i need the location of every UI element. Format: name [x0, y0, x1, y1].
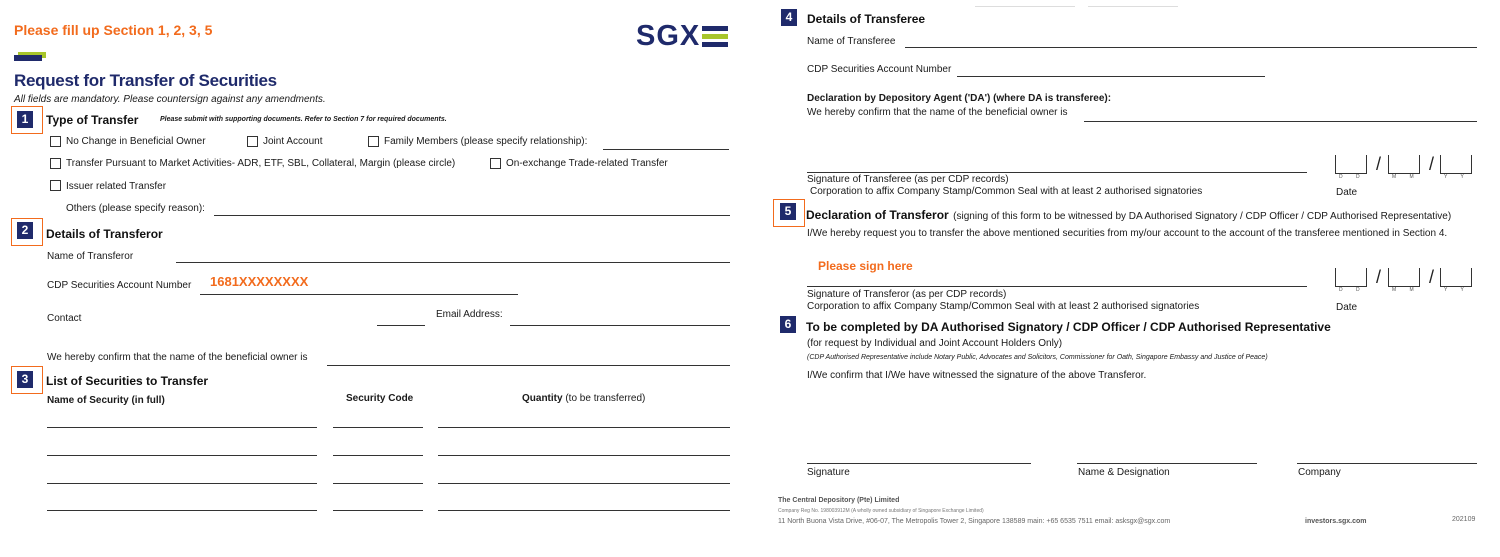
date-separator: / [1429, 154, 1435, 174]
column-quantity [522, 393, 645, 404]
label-witness-signature: Signature [807, 467, 850, 478]
checkbox-joint-account[interactable] [247, 136, 258, 147]
sign-here-label: Please sign here [818, 259, 913, 273]
checkbox-family-members[interactable] [368, 136, 379, 147]
date-month-hint: M M [1392, 174, 1420, 180]
section-6-witness: I/We confirm that I/We have witnessed the signature of the above Transferor. [807, 370, 1147, 381]
page-subtitle: All fields are mandatory. Please countersign against any amendments. [14, 94, 326, 105]
contact-field[interactable] [377, 325, 425, 326]
label-transferee-cdp: CDP Securities Account Number [807, 64, 952, 75]
section-6-sub: (for request by Individual and Joint Account Holders Only) [807, 338, 1063, 349]
instruction-text: Please fill up Section 1, 2, 3, 5 [14, 22, 213, 38]
date-year-box[interactable] [1440, 268, 1472, 287]
label-witness-company: Company [1298, 467, 1341, 478]
transferee-signature-field[interactable] [807, 172, 1307, 173]
label-transferor-signature: Signature of Transferor (as per CDP records) [807, 289, 1007, 300]
section-3-number: 3 [17, 371, 33, 388]
label-issuer-related: Issuer related Transfer [66, 181, 167, 192]
label-witness-name: Name & Designation [1078, 467, 1170, 478]
security-quantity-field[interactable] [438, 427, 730, 428]
logo-bar [702, 42, 728, 47]
label-transferor-cdp: CDP Securities Account Number [47, 280, 192, 291]
security-quantity-field[interactable] [438, 483, 730, 484]
transferor-cdp-field[interactable] [200, 294, 518, 295]
label-contact: Contact [47, 313, 82, 324]
date-month-box[interactable] [1388, 268, 1420, 287]
section-3-heading: List of Securities to Transfer [46, 374, 209, 388]
label-transferor-name: Name of Transferor [47, 251, 134, 262]
security-name-field[interactable] [47, 427, 317, 428]
date-year-box[interactable] [1440, 155, 1472, 174]
date-day-box[interactable] [1335, 268, 1367, 287]
security-code-field[interactable] [333, 510, 423, 511]
date-separator: / [1376, 267, 1382, 287]
footer-reg: Company Reg No. 198003912M (A wholly owned subsidiary of Singapore Exchange Limited) [778, 508, 984, 514]
label-email: Email Address: [436, 309, 503, 320]
section-1-note: Please submit with supporting documents. Refer to Section 7 for required documents. [160, 116, 447, 123]
family-relationship-field[interactable] [603, 149, 729, 150]
checkbox-market-activities[interactable] [50, 158, 61, 169]
date-year-hint: Y Y [1444, 287, 1470, 293]
da-declaration-heading: Declaration by Depository Agent ('DA') (where DA is transferee): [807, 93, 1112, 104]
title-decoration [14, 52, 48, 66]
label-transferee-name: Name of Transferee [807, 36, 896, 47]
security-name-field[interactable] [47, 483, 317, 484]
date-separator: / [1429, 267, 1435, 287]
section-6-number: 6 [780, 316, 796, 333]
checkbox-on-exchange[interactable] [490, 158, 501, 169]
column-security-code: Security Code [346, 393, 414, 404]
da-beneficial-owner-field[interactable] [1084, 121, 1477, 122]
section-2-number: 2 [17, 222, 33, 239]
date-year-hint: Y Y [1444, 174, 1470, 180]
label-transferee-signature: Signature of Transferee (as per CDP records) [807, 174, 1009, 185]
transferor-name-field[interactable] [176, 262, 730, 263]
label-market-activities: Transfer Pursuant to Market Activities- ADR, ETF, SBL, Collateral, Margin (please circle) [66, 158, 456, 169]
footer-form-code: 202109 [1452, 516, 1476, 523]
security-name-field[interactable] [47, 510, 317, 511]
date-month-hint: M M [1392, 287, 1420, 293]
label-beneficial-owner: We hereby confirm that the name of the beneficial owner is [47, 352, 308, 363]
transferor-cdp-value[interactable]: 1681XXXXXXXX [210, 274, 309, 289]
logo-bar [702, 34, 728, 39]
date-day-hint: D D [1339, 287, 1366, 293]
transferor-corp-note: Corporation to affix Company Stamp/Common Seal with at least 2 authorised signatories [807, 301, 1200, 312]
witness-company-field[interactable] [1297, 463, 1477, 464]
label-family-members: Family Members (please specify relationship): [384, 136, 588, 147]
section-1-heading: Type of Transfer [46, 113, 139, 127]
sgx-logo-text: SGX [636, 20, 701, 52]
transferor-signature-field[interactable] [807, 286, 1307, 287]
section-6-note: (CDP Authorised Representative include Notary Public, Advocates and Solicitors, Commissioner for Oath, Singapore Embassy and Justice of Peace) [807, 354, 1268, 361]
label-on-exchange: On-exchange Trade-related Transfer [506, 158, 668, 169]
divider [1088, 6, 1178, 7]
section-4-heading: Details of Transferee [807, 12, 926, 26]
section-5-header [806, 206, 1451, 224]
section-5-heading: Declaration of Transferor [806, 208, 949, 222]
witness-signature-field[interactable] [807, 463, 1031, 464]
section-6-heading: To be completed by DA Authorised Signatory / CDP Officer / CDP Authorised Representative [806, 320, 1331, 334]
beneficial-owner-field[interactable] [327, 365, 730, 366]
section-5-heading-note: (signing of this form to be witnessed by DA Authorised Signatory / CDP Officer / CDP Authorised Representative) [953, 211, 1452, 222]
section-1-number: 1 [17, 111, 33, 128]
security-name-field[interactable] [47, 455, 317, 456]
date-separator: / [1376, 154, 1382, 174]
label-transferee-date: Date [1336, 187, 1358, 198]
page-title: Request for Transfer of Securities [14, 71, 277, 90]
section-5-number: 5 [780, 203, 796, 220]
section-5-request: I/We hereby request you to transfer the above mentioned securities from my/our account to the account of the transferee mentioned in Section 4. [807, 228, 1448, 239]
divider [975, 6, 1075, 7]
label-no-change: No Change in Beneficial Owner [66, 136, 206, 147]
footer-address: 11 North Buona Vista Drive, #06-07, The Metropolis Tower 2, Singapore 138589 main: +65 6535 7511 email: asksgx@sgx.com [778, 518, 1171, 525]
security-code-field[interactable] [333, 455, 423, 456]
section-2-heading: Details of Transferor [46, 227, 163, 241]
transferee-cdp-field[interactable] [957, 76, 1265, 77]
security-code-field[interactable] [333, 427, 423, 428]
sgx-logo [636, 20, 732, 54]
section-4-number: 4 [781, 9, 797, 26]
email-field[interactable] [510, 325, 730, 326]
date-month-box[interactable] [1388, 155, 1420, 174]
security-quantity-field[interactable] [438, 455, 730, 456]
date-day-hint: D D [1339, 174, 1366, 180]
footer-website-link[interactable]: investors.sgx.com [1305, 518, 1367, 525]
witness-name-field[interactable] [1077, 463, 1257, 464]
label-da-beneficial-owner: We hereby confirm that the name of the beneficial owner is [807, 107, 1068, 118]
transferee-name-field[interactable] [905, 47, 1477, 48]
column-quantity-note: (to be transferred) [565, 393, 646, 404]
column-security-name: Name of Security (in full) [47, 395, 165, 406]
column-quantity-label: Quantity [522, 393, 563, 404]
checkbox-no-change[interactable] [50, 136, 61, 147]
date-day-box[interactable] [1335, 155, 1367, 174]
label-joint-account: Joint Account [263, 136, 323, 147]
checkbox-issuer-related[interactable] [50, 180, 61, 191]
transferee-corp-note: Corporation to affix Company Stamp/Common Seal with at least 2 authorised signatories [810, 186, 1203, 197]
logo-bar [702, 26, 728, 31]
label-transferor-date: Date [1336, 302, 1358, 313]
footer-company: The Central Depository (Pte) Limited [778, 497, 900, 504]
label-others: Others (please specify reason): [66, 203, 205, 214]
security-quantity-field[interactable] [438, 510, 730, 511]
others-reason-field[interactable] [214, 215, 730, 216]
security-code-field[interactable] [333, 483, 423, 484]
